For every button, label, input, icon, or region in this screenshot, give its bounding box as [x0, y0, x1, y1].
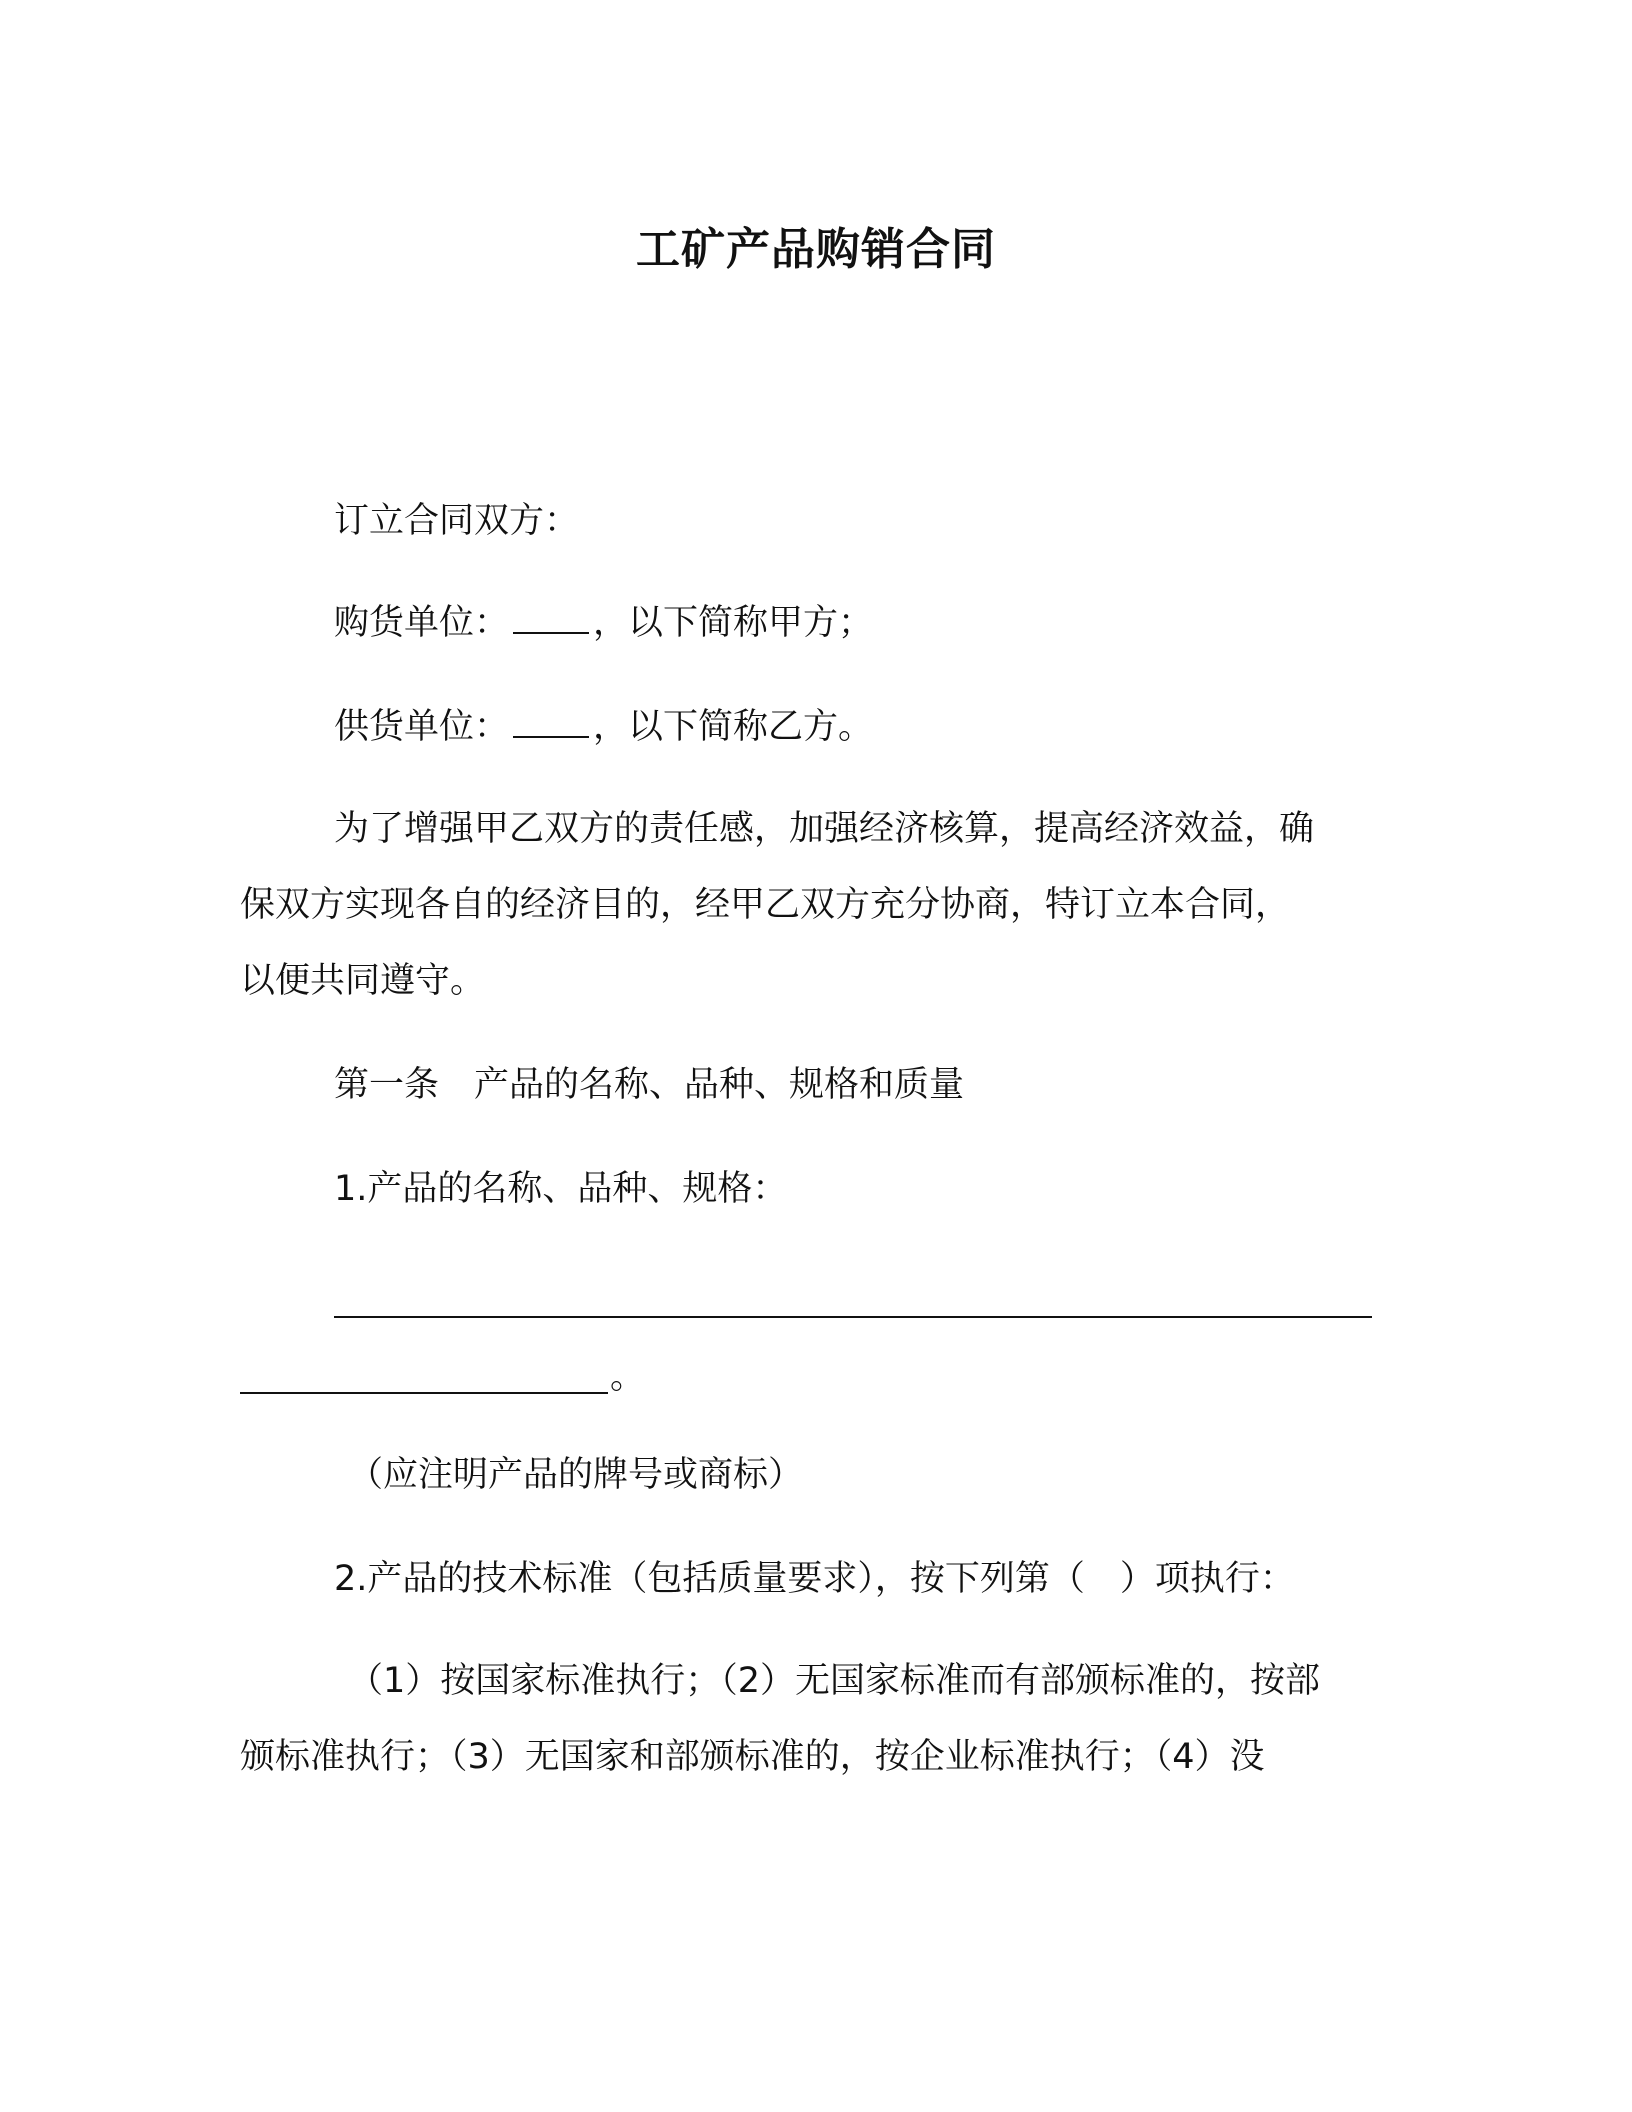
seller-line — [334, 702, 873, 752]
buyer-suffix: ，以下简称甲方； — [593, 603, 874, 643]
contract-title: 工矿产品购销合同 — [636, 224, 996, 275]
trademark-note: （应注明产品的牌号或商标） — [348, 1455, 804, 1495]
intro-paragraph-line-2: 保双方实现各自的经济目的，经甲乙双方充分协商，特订立本合同， — [240, 885, 1291, 925]
item-2-label: 2.产品的技术标准（包括质量要求），按下列第（ ）项执行： — [334, 1559, 1295, 1599]
fill-in-rule-short — [240, 1392, 608, 1394]
buyer-blank — [513, 598, 589, 634]
item-1-label: 1.产品的名称、品种、规格： — [334, 1169, 788, 1209]
seller-label: 供货单位： — [334, 707, 510, 747]
buyer-label: 购货单位： — [334, 603, 510, 643]
article-1-heading: 第一条 产品的名称、品种、规格和质量 — [334, 1065, 965, 1105]
intro-paragraph-line-3: 以便共同遵守。 — [240, 961, 486, 1001]
intro-paragraph-line-1: 为了增强甲乙双方的责任感，加强经济核算，提高经济效益，确 — [334, 809, 1315, 849]
standards-line-2: 颁标准执行；（3）无国家和部颁标准的，按企业标准执行；（4）没 — [240, 1737, 1265, 1777]
fill-in-rule-long — [334, 1316, 1372, 1318]
seller-blank — [513, 702, 589, 738]
buyer-line — [334, 598, 873, 648]
parties-heading: 订立合同双方： — [334, 501, 580, 541]
seller-suffix: ，以下简称乙方。 — [593, 707, 874, 747]
standards-line-1: （1）按国家标准执行；（2）无国家标准而有部颁标准的，按部 — [348, 1661, 1321, 1701]
blank-period: 。 — [610, 1357, 646, 1397]
